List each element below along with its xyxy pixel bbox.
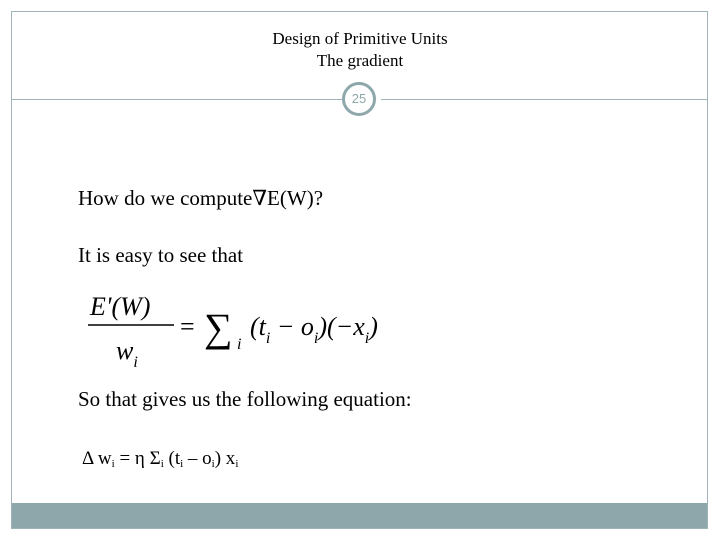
- footer-bar: [12, 503, 707, 528]
- question-line: [78, 186, 323, 211]
- title-line-1: Design of Primitive Units: [272, 29, 448, 48]
- formula-numerator: E'(W): [90, 292, 151, 321]
- question-text: How do we compute: [78, 186, 253, 210]
- formula-equals: =: [180, 312, 195, 341]
- page-number-badge: 25: [342, 82, 376, 116]
- formula-sum: ∑: [204, 305, 233, 350]
- formula-term: $(t_i - o_i)(-x_i)$: [250, 312, 378, 347]
- statement-line: It is easy to see that: [78, 243, 244, 267]
- formula-sum-subscript: i: [237, 336, 242, 353]
- header-divider-left: [12, 99, 342, 100]
- gradient-formula: [82, 285, 412, 375]
- conclusion-line: So that gives us the following equation:: [78, 387, 412, 411]
- header-divider-right: [381, 99, 707, 100]
- update-rule-equation: Δ $w_i = \eta$ $\Sigma_i$ $(t_i - o_i)$ $x_i$: [82, 448, 239, 470]
- title-line-2: The gradient: [316, 51, 404, 70]
- formula-denominator: $w_i$: [116, 336, 138, 371]
- slide-title: [0, 28, 720, 72]
- gradient-expression: ∇E(W)?: [252, 186, 324, 210]
